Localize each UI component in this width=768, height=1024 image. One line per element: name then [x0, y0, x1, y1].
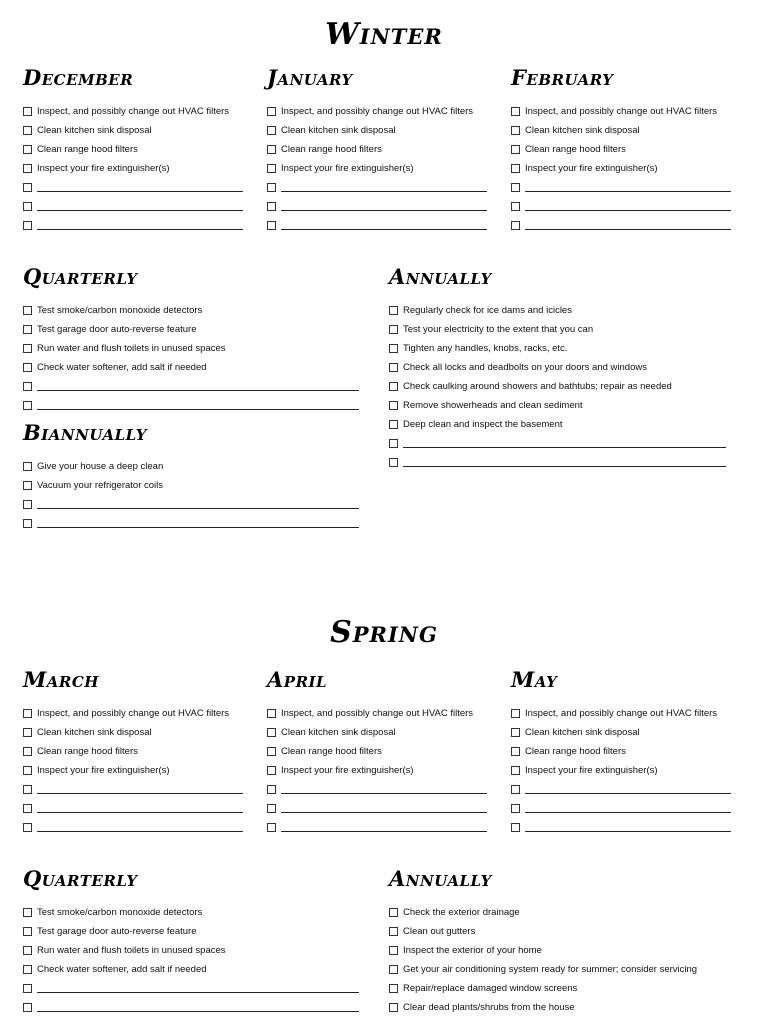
checklist-item-text: Test smoke/carbon monoxide detectors	[37, 305, 203, 316]
month-february	[511, 66, 731, 235]
checklist-item-text: Inspect, and possibly change out HVAC filters	[37, 106, 230, 117]
write-in-line[interactable]	[281, 210, 487, 211]
checkbox[interactable]	[389, 946, 398, 955]
checkbox[interactable]	[23, 1003, 32, 1012]
blank-checklist-item	[23, 818, 243, 837]
checklist-item-text: Clean kitchen sink disposal	[281, 727, 396, 738]
checklist-item	[389, 979, 726, 998]
month-title: December	[23, 65, 134, 90]
checkbox[interactable]	[23, 221, 32, 230]
checklist-item	[23, 140, 243, 159]
checklist-item-text: Inspect your fire extinguisher(s)	[281, 765, 414, 776]
section-title: Quarterly	[23, 866, 138, 891]
checklist-item	[511, 159, 731, 178]
checklist-item	[511, 704, 731, 723]
checkbox[interactable]	[389, 1003, 398, 1012]
write-in-line[interactable]	[403, 447, 726, 448]
checklist-item	[267, 159, 487, 178]
checklist-item-text: Remove showerheads and clean sediment	[403, 400, 583, 411]
checkbox[interactable]	[23, 747, 32, 756]
checklist-item-text: Inspect, and possibly change out HVAC filters	[525, 708, 718, 719]
checklist-item-text: Clean range hood filters	[525, 144, 626, 155]
checklist-item-text: Inspect your fire extinguisher(s)	[37, 765, 170, 776]
checklist-item-text: Check caulking around showers and bathtubs; repair as needed	[403, 381, 672, 392]
checklist-item-text: Clean range hood filters	[37, 144, 138, 155]
write-in-line[interactable]	[281, 831, 487, 832]
checklist-item-text: Deep clean and inspect the basement	[403, 419, 563, 430]
checkbox[interactable]	[23, 766, 32, 775]
write-in-line[interactable]	[281, 793, 487, 794]
checklist-item-text: Clean kitchen sink disposal	[525, 727, 640, 738]
checklist-item	[389, 339, 726, 358]
season-title-winter: Winter	[325, 17, 443, 52]
blank-checklist-item	[267, 780, 487, 799]
checkbox[interactable]	[23, 728, 32, 737]
blank-checklist-item	[23, 216, 243, 235]
checklist-item	[23, 457, 359, 476]
checklist-item-text: Inspect, and possibly change out HVAC filters	[281, 106, 474, 117]
checkbox[interactable]	[511, 766, 520, 775]
checklist-item-text: Clean kitchen sink disposal	[525, 125, 640, 136]
month-title: April	[267, 667, 328, 692]
checkbox[interactable]	[23, 401, 32, 410]
checklist-item-text: Test garage door auto-reverse feature	[37, 926, 197, 937]
month-may	[511, 668, 731, 837]
checklist-item	[23, 941, 359, 960]
blank-checklist-item	[23, 799, 243, 818]
checklist-item	[511, 742, 731, 761]
checkbox[interactable]	[23, 363, 32, 372]
blank-checklist-item	[23, 514, 359, 533]
month-march	[23, 668, 243, 837]
checkbox[interactable]	[23, 462, 32, 471]
checklist-item	[23, 723, 243, 742]
checkbox[interactable]	[23, 804, 32, 813]
checkbox[interactable]	[511, 823, 520, 832]
month-january	[267, 66, 487, 235]
write-in-line[interactable]	[37, 527, 359, 528]
checklist-item	[389, 998, 726, 1017]
checklist-item	[511, 121, 731, 140]
task-list	[267, 102, 487, 235]
checklist-item	[23, 301, 359, 320]
checkbox[interactable]	[23, 145, 32, 154]
blank-checklist-item	[389, 453, 726, 472]
season-title-spring: Spring	[330, 615, 438, 650]
checklist-item-text: Test your electricity to the extent that you can	[403, 324, 594, 335]
section-title: Biannually	[23, 420, 147, 445]
blank-checklist-item	[23, 396, 359, 415]
checklist-item-text: Clean kitchen sink disposal	[37, 727, 152, 738]
checkbox[interactable]	[267, 164, 276, 173]
checkbox[interactable]	[267, 126, 276, 135]
checkbox[interactable]	[23, 908, 32, 917]
write-in-line[interactable]	[37, 210, 243, 211]
checkbox[interactable]	[267, 728, 276, 737]
checkbox[interactable]	[23, 500, 32, 509]
checkbox[interactable]	[23, 107, 32, 116]
checklist-item	[267, 761, 487, 780]
checkbox[interactable]	[23, 344, 32, 353]
checklist-item-text: Inspect your fire extinguisher(s)	[281, 163, 414, 174]
checklist-item	[389, 301, 726, 320]
checkbox[interactable]	[511, 164, 520, 173]
write-in-line[interactable]	[37, 390, 359, 391]
checklist-item	[267, 121, 487, 140]
checkbox[interactable]	[23, 965, 32, 974]
checkbox[interactable]	[267, 145, 276, 154]
checklist-item	[267, 742, 487, 761]
checklist-item	[267, 723, 487, 742]
checklist-item-text: Clean kitchen sink disposal	[37, 125, 152, 136]
checkbox[interactable]	[23, 202, 32, 211]
write-in-line[interactable]	[403, 466, 726, 467]
blank-checklist-item	[23, 979, 359, 998]
checklist-item-text: Inspect your fire extinguisher(s)	[525, 765, 658, 776]
checkbox[interactable]	[389, 439, 398, 448]
checkbox[interactable]	[23, 519, 32, 528]
checklist-item	[389, 903, 726, 922]
write-in-line[interactable]	[37, 508, 359, 509]
blank-checklist-item	[23, 495, 359, 514]
checkbox[interactable]	[23, 785, 32, 794]
checkbox[interactable]	[511, 107, 520, 116]
checklist-item-text: Inspect your fire extinguisher(s)	[525, 163, 658, 174]
checklist-item-text: Give your house a deep clean	[37, 461, 164, 472]
blank-checklist-item	[267, 216, 487, 235]
checklist-item-text: Tighten any handles, knobs, racks, etc.	[403, 343, 568, 354]
blank-checklist-item	[267, 799, 487, 818]
checkbox[interactable]	[511, 183, 520, 192]
section-title: Quarterly	[23, 264, 138, 289]
checkbox[interactable]	[511, 126, 520, 135]
blank-checklist-item	[511, 197, 731, 216]
checklist-item-text: Clean kitchen sink disposal	[281, 125, 396, 136]
blank-checklist-item	[267, 178, 487, 197]
write-in-line[interactable]	[281, 229, 487, 230]
checklist-item-text: Clean range hood filters	[281, 144, 382, 155]
blank-checklist-item	[511, 216, 731, 235]
month-title: March	[23, 667, 99, 692]
checklist-item	[23, 102, 243, 121]
checkbox[interactable]	[23, 183, 32, 192]
section-title: Annually	[389, 866, 492, 891]
checklist-item-text: Run water and flush toilets in unused spaces	[37, 945, 226, 956]
write-in-line[interactable]	[525, 210, 731, 211]
checklist-item-text: Test garage door auto-reverse feature	[37, 324, 197, 335]
month-april	[267, 668, 487, 837]
blank-checklist-item	[511, 780, 731, 799]
checkbox[interactable]	[389, 965, 398, 974]
write-in-line[interactable]	[37, 229, 243, 230]
task-list	[23, 457, 359, 533]
checklist-item-text: Vacuum your refrigerator coils	[37, 480, 164, 491]
checkbox[interactable]	[389, 306, 398, 315]
checkbox[interactable]	[23, 325, 32, 334]
checkbox[interactable]	[23, 946, 32, 955]
checkbox[interactable]	[23, 164, 32, 173]
checklist-item	[511, 140, 731, 159]
checkbox[interactable]	[389, 908, 398, 917]
write-in-line[interactable]	[37, 191, 243, 192]
blank-checklist-item	[511, 799, 731, 818]
blank-checklist-item	[23, 998, 359, 1017]
checkbox[interactable]	[23, 709, 32, 718]
checklist-item	[23, 320, 359, 339]
checklist-item	[23, 476, 359, 495]
winter-quarterly	[23, 265, 359, 415]
checkbox[interactable]	[389, 363, 398, 372]
month-title: January	[267, 65, 353, 90]
blank-checklist-item	[23, 377, 359, 396]
blank-checklist-item	[23, 197, 243, 216]
checkbox[interactable]	[389, 382, 398, 391]
checklist-item-text: Clean range hood filters	[37, 746, 138, 757]
checkbox[interactable]	[511, 804, 520, 813]
checklist-item-text: Inspect your fire extinguisher(s)	[37, 163, 170, 174]
write-in-line[interactable]	[525, 229, 731, 230]
checklist-item-text: Inspect the exterior of your home	[403, 945, 542, 956]
checklist-item	[23, 339, 359, 358]
checklist-item	[23, 761, 243, 780]
checkbox[interactable]	[23, 126, 32, 135]
month-december	[23, 66, 243, 235]
checklist-item	[23, 159, 243, 178]
checklist-item	[389, 941, 726, 960]
write-in-line[interactable]	[281, 191, 487, 192]
blank-checklist-item	[23, 780, 243, 799]
task-list	[23, 301, 359, 415]
checkbox[interactable]	[23, 823, 32, 832]
checkbox[interactable]	[267, 823, 276, 832]
checklist-item	[267, 102, 487, 121]
checklist-item-text: Get your air conditioning system ready for summer; consider servicing	[403, 964, 698, 975]
checklist-item	[23, 960, 359, 979]
checkbox[interactable]	[267, 785, 276, 794]
checkbox[interactable]	[389, 420, 398, 429]
checklist-item-text: Check all locks and deadbolts on your doors and windows	[403, 362, 647, 373]
write-in-line[interactable]	[37, 1011, 359, 1012]
checkbox[interactable]	[23, 382, 32, 391]
checklist-item	[389, 415, 726, 434]
task-list	[267, 704, 487, 837]
write-in-line[interactable]	[525, 831, 731, 832]
checkbox[interactable]	[511, 145, 520, 154]
checklist-item-text: Clear dead plants/shrubs from the house	[403, 1002, 575, 1013]
checklist-item-text: Repair/replace damaged window screens	[403, 983, 578, 994]
checkbox[interactable]	[23, 306, 32, 315]
checkbox[interactable]	[389, 927, 398, 936]
checkbox[interactable]	[267, 804, 276, 813]
blank-checklist-item	[389, 434, 726, 453]
checkbox[interactable]	[511, 709, 520, 718]
checklist-item	[389, 396, 726, 415]
checklist-item-text: Regularly check for ice dams and icicles	[403, 305, 572, 316]
blank-checklist-item	[23, 178, 243, 197]
checkbox[interactable]	[511, 785, 520, 794]
checklist-item-text: Clean range hood filters	[281, 746, 382, 757]
month-title: May	[511, 667, 558, 692]
checkbox[interactable]	[389, 325, 398, 334]
checklist-item-text: Clean range hood filters	[525, 746, 626, 757]
checklist-item-text: Clean out gutters	[403, 926, 476, 937]
task-list	[389, 903, 726, 1017]
checkbox[interactable]	[389, 984, 398, 993]
checklist-item-text: Check water softener, add salt if needed	[37, 362, 207, 373]
write-in-line[interactable]	[37, 409, 359, 410]
checkbox[interactable]	[511, 728, 520, 737]
checklist-item	[389, 922, 726, 941]
checkbox[interactable]	[267, 183, 276, 192]
write-in-line[interactable]	[525, 793, 731, 794]
checklist-item	[23, 922, 359, 941]
task-list	[511, 704, 731, 837]
checklist-item	[511, 102, 731, 121]
checklist-item	[267, 140, 487, 159]
checklist-item-text: Inspect, and possibly change out HVAC filters	[37, 708, 230, 719]
checkbox[interactable]	[511, 202, 520, 211]
checkbox[interactable]	[511, 221, 520, 230]
write-in-line[interactable]	[37, 793, 243, 794]
checklist-item-text: Check the exterior drainage	[403, 907, 520, 918]
write-in-line[interactable]	[525, 812, 731, 813]
checkbox[interactable]	[267, 747, 276, 756]
checklist-item-text: Inspect, and possibly change out HVAC filters	[281, 708, 474, 719]
task-list	[23, 704, 243, 837]
checkbox[interactable]	[267, 202, 276, 211]
checkbox[interactable]	[389, 458, 398, 467]
write-in-line[interactable]	[525, 191, 731, 192]
checklist-item	[389, 377, 726, 396]
checklist-item	[23, 121, 243, 140]
checklist-item	[23, 742, 243, 761]
checkbox[interactable]	[23, 984, 32, 993]
checklist-item	[23, 903, 359, 922]
task-list	[511, 102, 731, 235]
winter-annually	[389, 265, 726, 472]
blank-checklist-item	[511, 178, 731, 197]
blank-checklist-item	[511, 818, 731, 837]
checklist-item	[511, 761, 731, 780]
checklist-item	[389, 320, 726, 339]
checklist-item	[511, 723, 731, 742]
spring-quarterly	[23, 867, 359, 1017]
section-title: Annually	[389, 264, 492, 289]
checkbox[interactable]	[267, 107, 276, 116]
winter-biannually	[23, 421, 359, 533]
checkbox[interactable]	[267, 766, 276, 775]
task-list	[389, 301, 726, 472]
checkbox[interactable]	[389, 401, 398, 410]
checkbox[interactable]	[23, 927, 32, 936]
write-in-line[interactable]	[281, 812, 487, 813]
month-title: February	[511, 65, 614, 90]
checkbox[interactable]	[511, 747, 520, 756]
checklist-item	[23, 358, 359, 377]
write-in-line[interactable]	[37, 812, 243, 813]
checklist-item-text: Run water and flush toilets in unused spaces	[37, 343, 226, 354]
write-in-line[interactable]	[37, 992, 359, 993]
checkbox[interactable]	[267, 221, 276, 230]
write-in-line[interactable]	[37, 831, 243, 832]
task-list	[23, 903, 359, 1017]
checklist-item	[23, 704, 243, 723]
checklist-item	[389, 960, 726, 979]
checkbox[interactable]	[389, 344, 398, 353]
checklist-item-text: Test smoke/carbon monoxide detectors	[37, 907, 203, 918]
checklist-item-text: Inspect, and possibly change out HVAC filters	[525, 106, 718, 117]
checkbox[interactable]	[267, 709, 276, 718]
spring-annually	[389, 867, 726, 1017]
checklist-item-text: Check water softener, add salt if needed	[37, 964, 207, 975]
blank-checklist-item	[267, 818, 487, 837]
checklist-item	[267, 704, 487, 723]
checklist-item	[389, 358, 726, 377]
task-list	[23, 102, 243, 235]
checkbox[interactable]	[23, 481, 32, 490]
blank-checklist-item	[267, 197, 487, 216]
